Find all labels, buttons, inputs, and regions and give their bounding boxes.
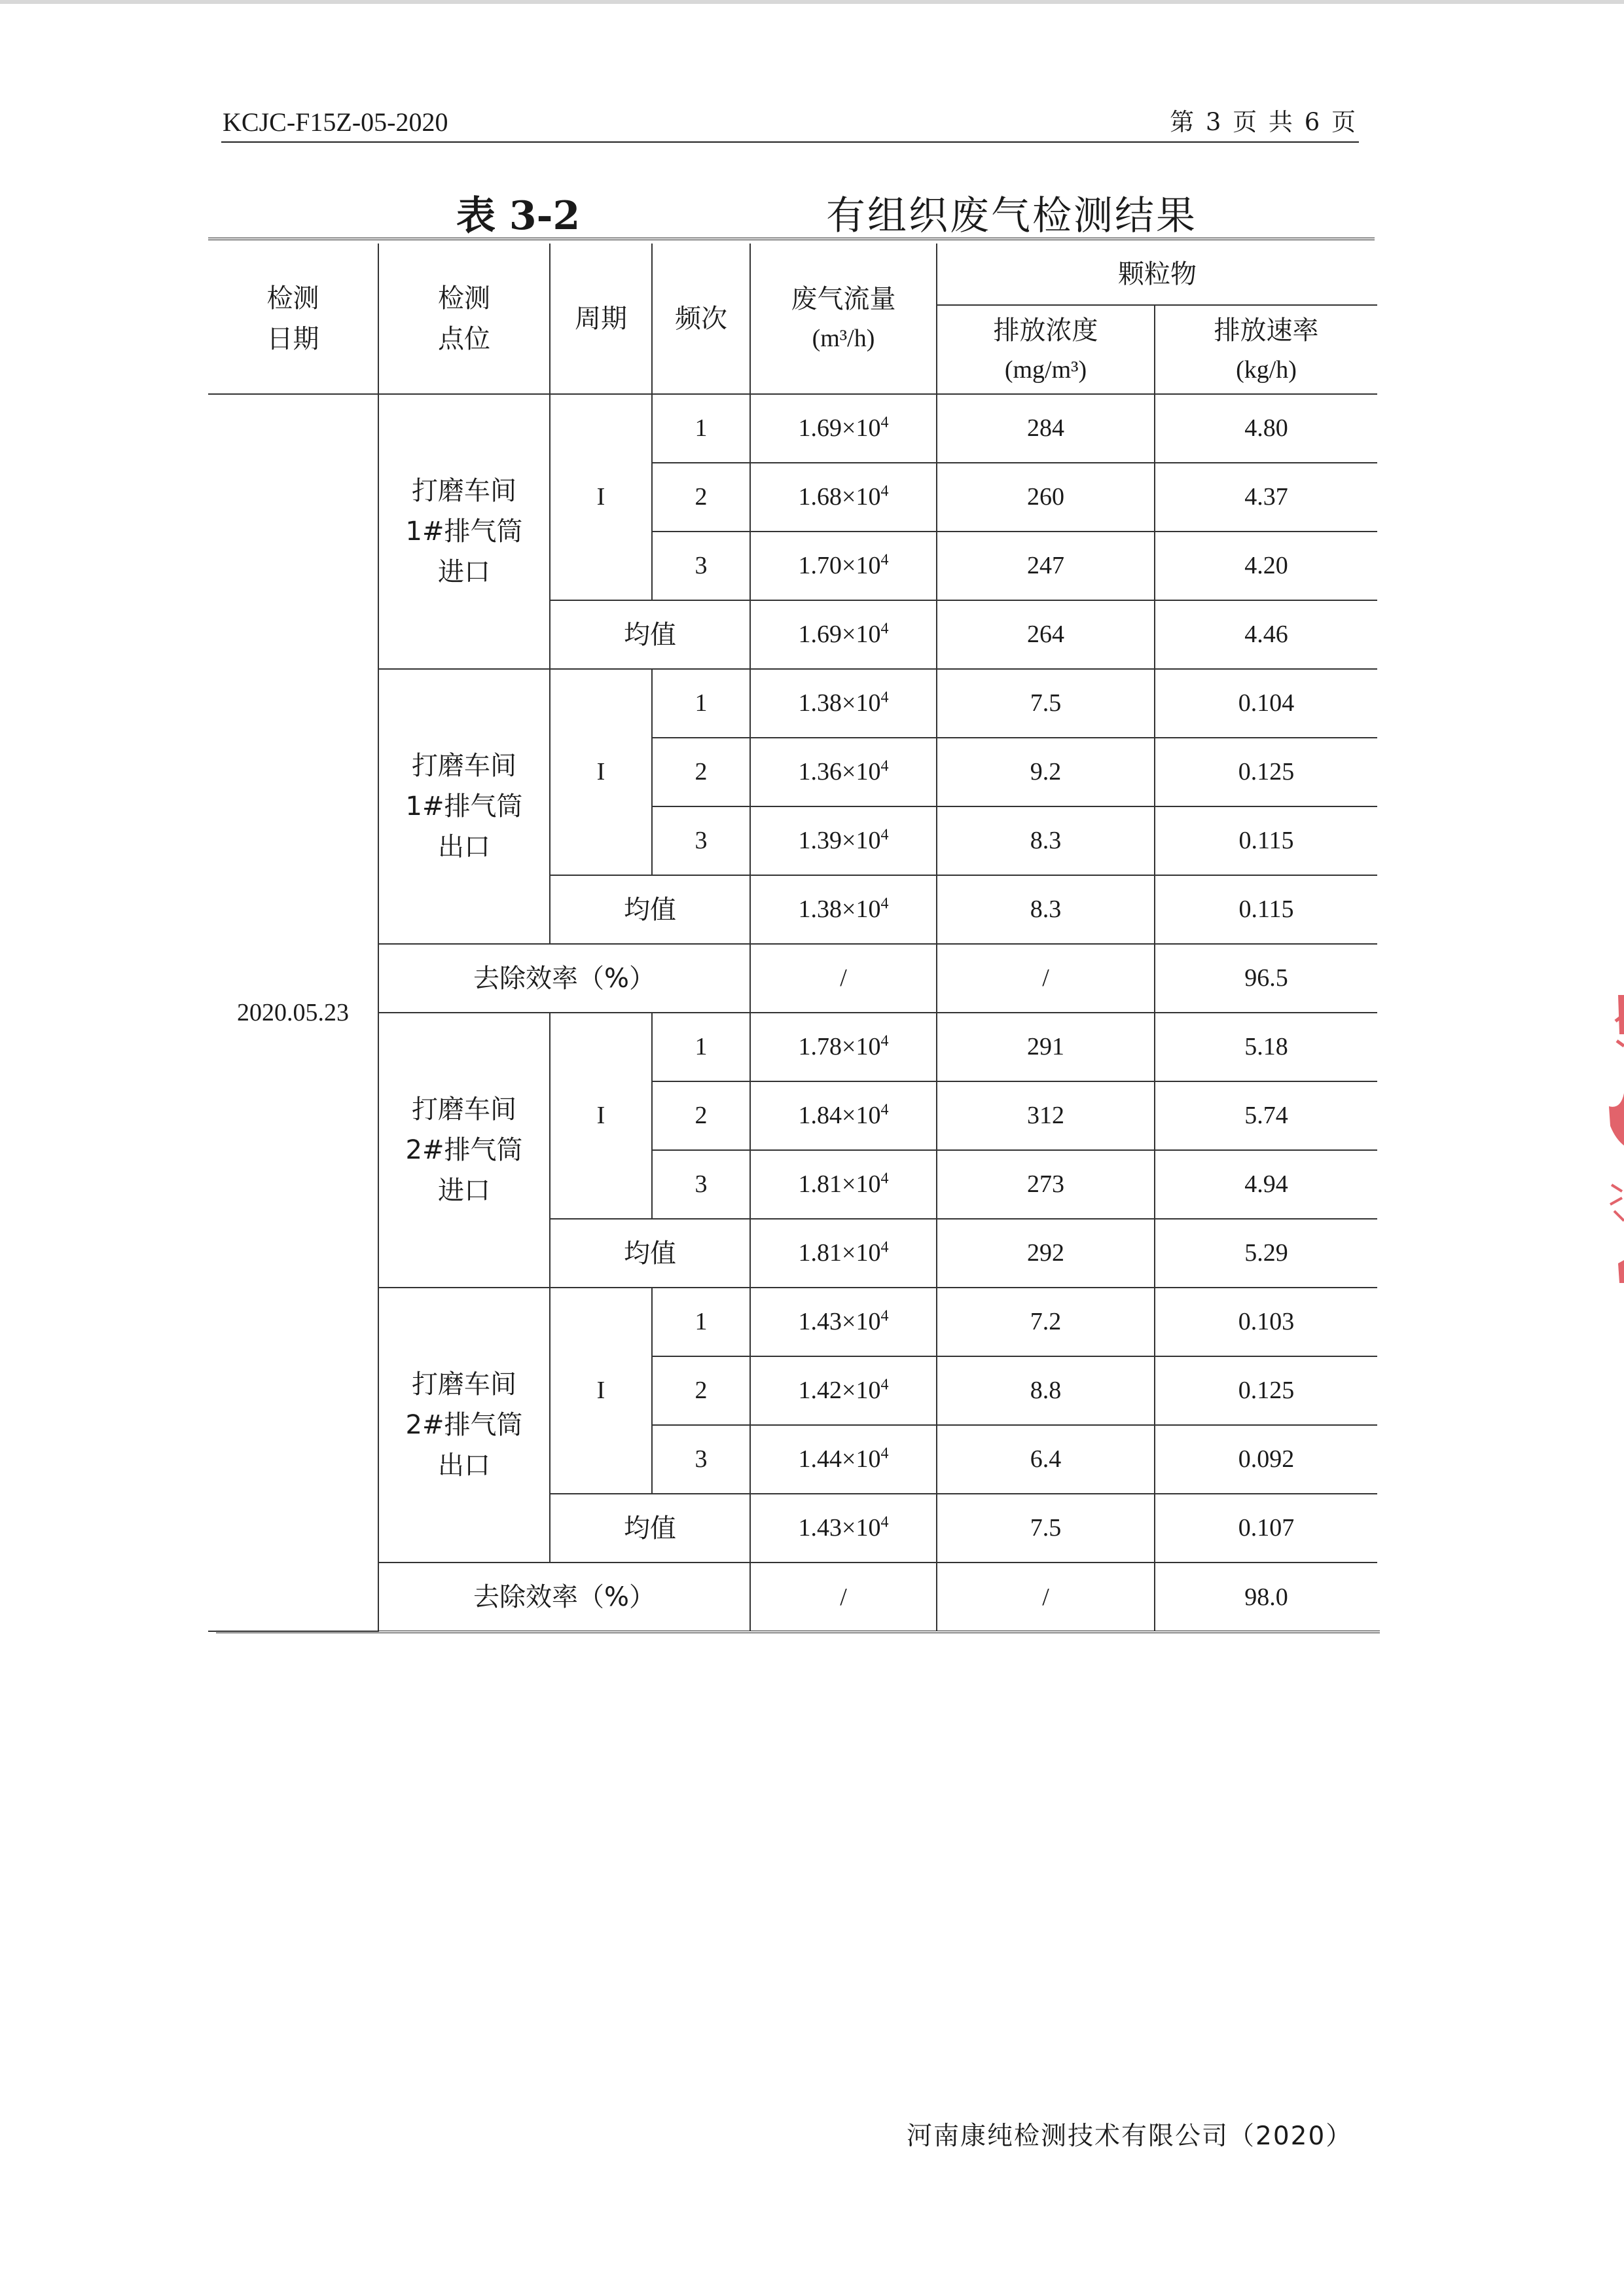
mean-concentration-value: 292: [937, 1219, 1155, 1288]
concentration-value: 284: [937, 394, 1155, 463]
flow-value: $1.78\times 10^4$: [750, 1013, 937, 1081]
header-particulate: 颗粒物: [937, 244, 1377, 305]
header-date-label: 检测 日期: [266, 283, 319, 354]
flow-exponent: 4: [880, 1445, 889, 1462]
cycle-value: I: [550, 669, 652, 875]
table-row: [208, 669, 1377, 738]
frequency-value: 2: [652, 1081, 750, 1150]
rate-value: 0.125: [1155, 738, 1377, 806]
rate-value: 0.125: [1155, 1356, 1377, 1425]
flow-value: $1.38\times 10^4$: [750, 669, 937, 738]
table-row: [208, 1013, 1377, 1081]
flow-value: $1.36\times 10^4$: [750, 738, 937, 806]
sampling-point: 打磨车间 2#排气筒 出口: [378, 1288, 550, 1563]
rate-value: 0.115: [1155, 806, 1377, 875]
header-cycle: 周期: [550, 244, 652, 394]
rate-value: 4.37: [1155, 463, 1377, 532]
exhaust-gas-results-table: [208, 244, 1377, 1632]
flow-exponent: 4: [880, 757, 889, 775]
sampling-point: 打磨车间 2#排气筒 进口: [378, 1013, 550, 1288]
table-top-rule: [208, 238, 1375, 240]
efficiency-row: [208, 944, 1377, 1013]
mean-flow-value: $1.43\times 10^4$: [750, 1494, 937, 1563]
concentration-value: 7.5: [937, 669, 1155, 738]
detection-date: 2020.05.23: [208, 394, 378, 1631]
rate-value: 0.104: [1155, 669, 1377, 738]
rate-value: 4.20: [1155, 532, 1377, 600]
header-flow-unit: (m³/h): [812, 325, 875, 353]
header-rate-label: 排放速率: [1214, 315, 1319, 346]
cycle-value: I: [550, 394, 652, 600]
rate-value: 5.18: [1155, 1013, 1377, 1081]
frequency-value: 3: [652, 532, 750, 600]
concentration-value: 7.2: [937, 1288, 1155, 1356]
red-seal-stamp-edge: [1602, 995, 1624, 1303]
scan-edge: [0, 0, 1624, 4]
mean-rate-value: 0.115: [1155, 875, 1377, 944]
efficiency-label: 去除效率（%）: [378, 1563, 750, 1631]
cycle-value: I: [550, 1013, 652, 1219]
frequency-value: 3: [652, 1425, 750, 1494]
mean-concentration-value: 7.5: [937, 1494, 1155, 1563]
flow-exponent: 4: [880, 1170, 889, 1187]
concentration-value: 247: [937, 532, 1155, 600]
concentration-value: 312: [937, 1081, 1155, 1150]
header-date: [208, 244, 378, 394]
mean-concentration-value: 264: [937, 600, 1155, 669]
flow-exponent: 4: [880, 1513, 889, 1531]
flow-exponent: 4: [880, 1376, 889, 1394]
flow-value: $1.68\times 10^4$: [750, 463, 937, 532]
rate-value: 0.103: [1155, 1288, 1377, 1356]
flow-value: $1.39\times 10^4$: [750, 806, 937, 875]
efficiency-value: 96.5: [1155, 944, 1377, 1013]
flow-exponent: 4: [880, 620, 889, 638]
flow-value: $1.69\times 10^4$: [750, 394, 937, 463]
header-rate-unit: (kg/h): [1236, 355, 1297, 384]
efficiency-flow: /: [750, 1563, 937, 1631]
header-point: [378, 244, 550, 394]
concentration-value: 6.4: [937, 1425, 1155, 1494]
flow-value: $1.70\times 10^4$: [750, 532, 937, 600]
sampling-point: 打磨车间 1#排气筒 进口: [378, 394, 550, 669]
concentration-value: 291: [937, 1013, 1155, 1081]
flow-exponent: 4: [880, 1101, 889, 1119]
efficiency-flow: /: [750, 944, 937, 1013]
efficiency-label: 去除效率（%）: [378, 944, 750, 1013]
flow-value: $1.42\times 10^4$: [750, 1356, 937, 1425]
header-flow-label: 废气流量: [791, 284, 896, 315]
table-body: [208, 244, 1377, 1631]
flow-exponent: 4: [880, 1307, 889, 1325]
company-footer: 河南康纯检测技术有限公司（2020）: [907, 2122, 1353, 2151]
efficiency-row: [208, 1563, 1377, 1631]
header-point-label: 检测 点位: [438, 283, 490, 354]
header-flow: [750, 244, 937, 394]
efficiency-value: 98.0: [1155, 1563, 1377, 1631]
frequency-value: 1: [652, 1013, 750, 1081]
page-indicator: 第 3 页 共 6 页: [1170, 108, 1358, 136]
rate-value: 5.74: [1155, 1081, 1377, 1150]
mean-concentration-value: 8.3: [937, 875, 1155, 944]
rate-value: 4.94: [1155, 1150, 1377, 1219]
sampling-point: 打磨车间 1#排气筒 出口: [378, 669, 550, 944]
frequency-value: 1: [652, 1288, 750, 1356]
header-concentration: [937, 305, 1155, 394]
mean-flow-value: $1.69\times 10^4$: [750, 600, 937, 669]
mean-rate-value: 5.29: [1155, 1219, 1377, 1288]
flow-value: $1.43\times 10^4$: [750, 1288, 937, 1356]
frequency-value: 3: [652, 806, 750, 875]
frequency-value: 2: [652, 1356, 750, 1425]
flow-exponent: 4: [880, 895, 889, 913]
frequency-value: 2: [652, 738, 750, 806]
rate-value: 4.80: [1155, 394, 1377, 463]
table-bottom-rule: [216, 1631, 1380, 1633]
page-header: [221, 105, 1359, 143]
efficiency-concentration: /: [937, 1563, 1155, 1631]
flow-value: $1.84\times 10^4$: [750, 1081, 937, 1150]
concentration-value: 9.2: [937, 738, 1155, 806]
concentration-value: 8.3: [937, 806, 1155, 875]
mean-label: 均值: [550, 1219, 750, 1288]
table-row: [208, 1288, 1377, 1356]
frequency-value: 2: [652, 463, 750, 532]
flow-exponent: 4: [880, 1032, 889, 1050]
header-frequency: 频次: [652, 244, 750, 394]
concentration-value: 8.8: [937, 1356, 1155, 1425]
frequency-value: 1: [652, 394, 750, 463]
mean-rate-value: 0.107: [1155, 1494, 1377, 1563]
header-concentration-label: 排放浓度: [993, 315, 1098, 346]
header-rate: [1155, 305, 1377, 394]
mean-flow-value: $1.81\times 10^4$: [750, 1219, 937, 1288]
document-code: KCJC-F15Z-05-2020: [223, 107, 448, 137]
flow-exponent: 4: [880, 414, 889, 431]
flow-exponent: 4: [880, 482, 889, 500]
concentration-value: 273: [937, 1150, 1155, 1219]
table-number: 表 3-2: [456, 193, 581, 239]
mean-label: 均值: [550, 1494, 750, 1563]
mean-rate-value: 4.46: [1155, 600, 1377, 669]
mean-label: 均值: [550, 600, 750, 669]
header-row-1: [208, 244, 1377, 305]
concentration-value: 260: [937, 463, 1155, 532]
flow-value: $1.81\times 10^4$: [750, 1150, 937, 1219]
cycle-value: I: [550, 1288, 652, 1494]
flow-value: $1.44\times 10^4$: [750, 1425, 937, 1494]
flow-exponent: 4: [880, 826, 889, 844]
mean-flow-value: $1.38\times 10^4$: [750, 875, 937, 944]
flow-exponent: 4: [880, 689, 889, 706]
frequency-value: 1: [652, 669, 750, 738]
mean-label: 均值: [550, 875, 750, 944]
header-concentration-unit: (mg/m³): [1004, 355, 1087, 384]
table-title: 有组织废气检测结果: [826, 193, 1197, 239]
efficiency-concentration: /: [937, 944, 1155, 1013]
flow-exponent: 4: [880, 551, 889, 569]
table-row: [208, 394, 1377, 463]
frequency-value: 3: [652, 1150, 750, 1219]
rate-value: 0.092: [1155, 1425, 1377, 1494]
flow-exponent: 4: [880, 1238, 889, 1256]
